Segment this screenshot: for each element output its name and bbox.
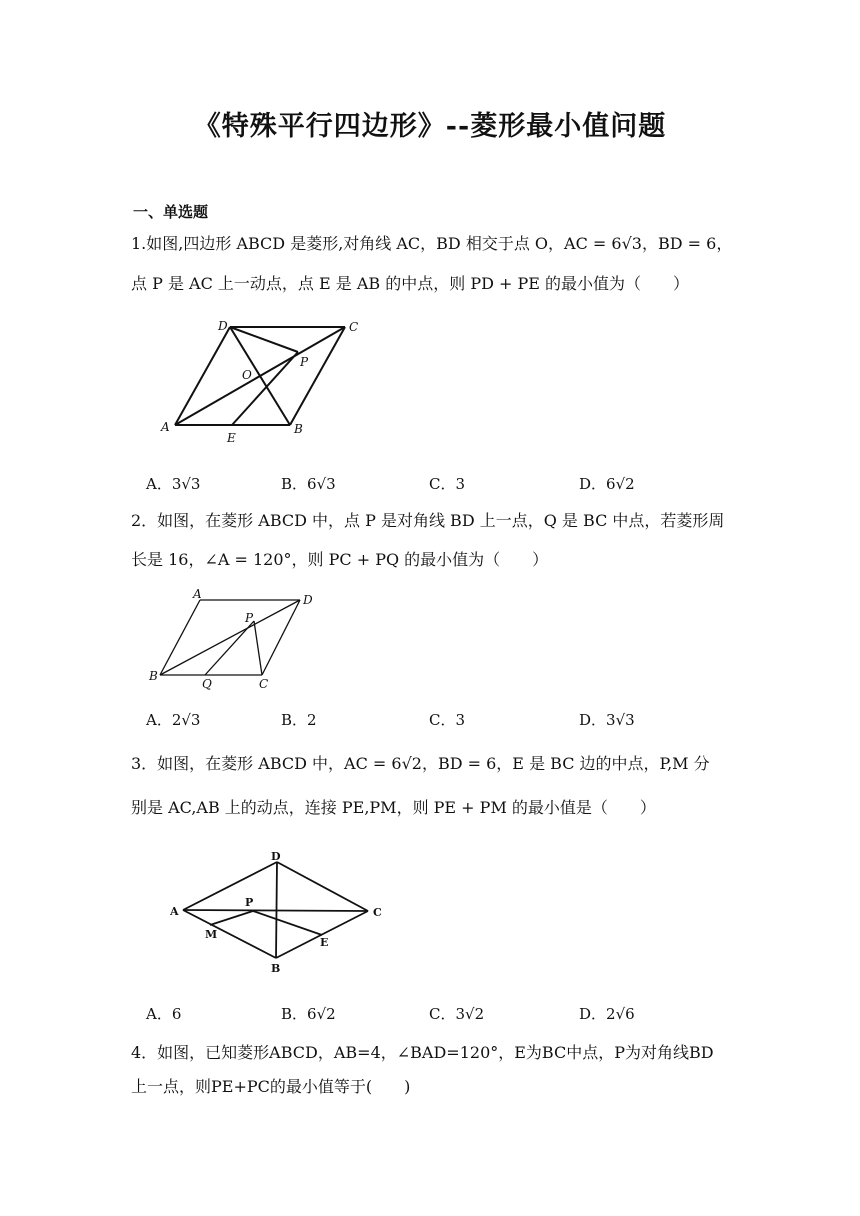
q1-text-line1: 1.如图,四边形 ABCD 是菱形,对角线 AC，BD 相交于点 O，AC = 6√3，BD = 6， [131, 234, 733, 253]
q3-option-a: A．6 [146, 1005, 182, 1023]
q3-label-e: E [320, 936, 329, 949]
q2-option-b: B．2 [281, 711, 317, 729]
q3-figure [165, 848, 390, 978]
page-title: 《特殊平行四边形》--菱形最小值问题 [193, 111, 667, 142]
q2-label-b: B [149, 669, 158, 683]
q2-label-a: A [193, 588, 202, 601]
q1-label-d: D [218, 319, 228, 333]
q3-label-c: C [373, 906, 382, 919]
q1-label-e: E [227, 431, 236, 445]
q1-label-p: P [300, 355, 309, 369]
q2-text-line2: 长是 16，∠A = 120°，则 PC + PQ 的最小值为（ ） [131, 550, 549, 569]
q2-option-c: C．3 [429, 711, 466, 729]
section-heading: 一、单选题 [133, 203, 209, 221]
q1-option-c: C．3 [429, 475, 466, 493]
q3-label-p: P [245, 896, 254, 909]
q1-option-d: D．6√2 [579, 475, 635, 493]
q1-label-o: O [242, 368, 252, 382]
q2-label-p: P [245, 611, 254, 625]
q3-option-b: B．6√2 [281, 1005, 336, 1023]
q2-label-d: D [303, 593, 313, 607]
q3-label-m: M [205, 928, 218, 941]
q2-text-line1: 2．如图，在菱形 ABCD 中，点 P 是对角线 BD 上一点，Q 是 BC 中点，若菱形周 [131, 511, 725, 530]
q3-text-line1: 3．如图，在菱形 ABCD 中，AC = 6√2，BD = 6，E 是 BC 边的中点，P,M 分 [131, 754, 710, 773]
q3-option-d: D．2√6 [579, 1005, 635, 1023]
q1-option-a: A．3√3 [146, 475, 201, 493]
q1-text-line2: 点 P 是 AC 上一动点，点 E 是 AB 的中点，则 PD + PE 的最小值为（ ） [131, 274, 690, 293]
q4-text-line1: 4．如图，已知菱形ABCD，AB=4，∠BAD=120°，E为BC中点，P为对角线BD [131, 1043, 714, 1062]
q2-label-c: C [259, 677, 269, 691]
q2-label-q: Q [202, 677, 212, 691]
q2-figure [145, 588, 320, 693]
q3-label-b: B [271, 962, 281, 975]
q1-label-b: B [294, 422, 303, 436]
q1-option-b: B．6√3 [281, 475, 336, 493]
q4-text-line2: 上一点，则PE+PC的最小值等于( ) [131, 1077, 411, 1096]
q2-option-d: D．3√3 [579, 711, 635, 729]
q3-label-a: A [170, 905, 179, 918]
q1-figure [155, 315, 375, 445]
q1-label-a: A [161, 420, 170, 434]
q2-option-a: A．2√3 [146, 711, 201, 729]
q1-label-c: C [349, 320, 359, 334]
q3-option-c: C．3√2 [429, 1005, 485, 1023]
q3-label-d: D [271, 850, 281, 863]
q3-text-line2: 别是 AC,AB 上的动点，连接 PE,PM，则 PE + PM 的最小值是（ ） [131, 798, 656, 817]
